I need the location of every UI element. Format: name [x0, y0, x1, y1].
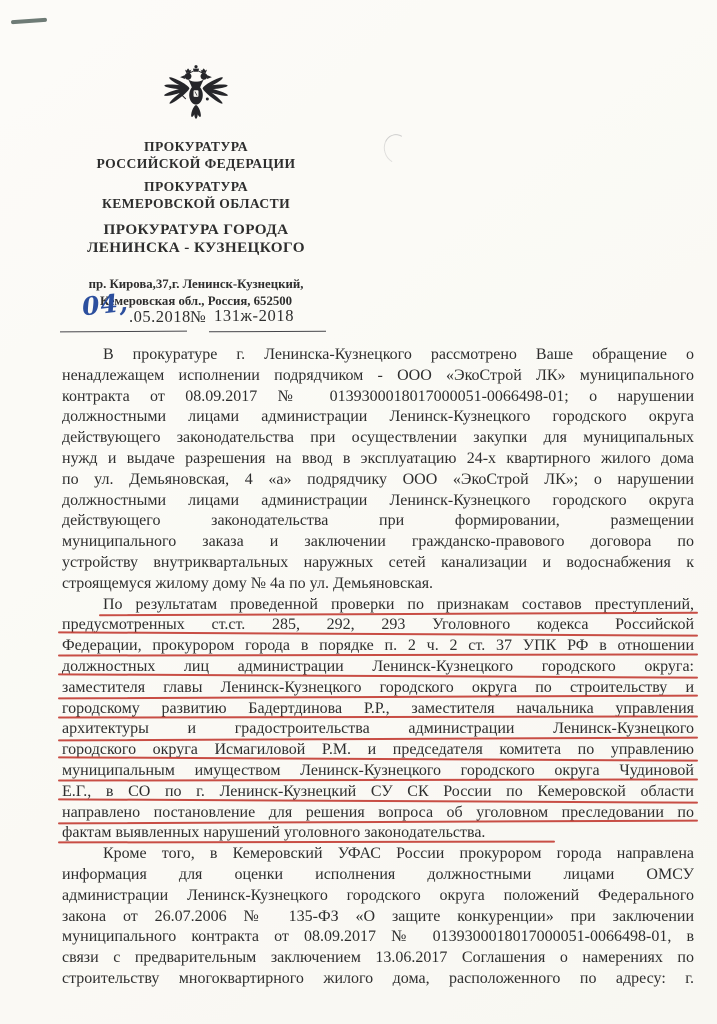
text-line: закона от 26.07.2006 № 135-ФЗ «О защите конкуренции» при заключении	[62, 907, 694, 925]
reference-line	[62, 287, 482, 336]
text-line: действующего законодательства при формировании, размещении	[62, 512, 694, 530]
text-line: информация для оценки исполнения должностными лицами ОМСУ	[62, 865, 694, 883]
text-line: должностными лицами администрации Ленинск-Кузнецкого городского округа	[62, 491, 694, 509]
text-line-red-underlined: фактам выявленных нарушений уголовного законодательства.	[62, 823, 694, 844]
letter-body	[62, 345, 694, 990]
pencil-smudge	[380, 131, 414, 168]
text-line: Кроме того, в Кемеровский УФАС России прокурором города направлена	[103, 845, 694, 863]
text-line-red-underlined: предусмотренных ст.ст. 285, 292, 293 Уголовного кодекса Российской	[62, 615, 694, 636]
text-line: действующего законодательства при осуществлении закупки для муниципальных	[62, 429, 694, 447]
text-line-red-underlined: городского округа Исмагиловой Р.М. и председателя комитета по управлению	[62, 740, 694, 761]
date-underline	[60, 331, 187, 333]
address-line: пр. Кирова,37,г. Ленинск-Кузнецкий,	[88, 277, 304, 291]
org-name-line: КЕМЕРОВСКОЙ ОБЛАСТИ	[101, 195, 291, 211]
paragraph-2-red-underlined	[62, 595, 694, 845]
handwritten-day: 04,	[80, 287, 130, 322]
paragraph-1	[62, 345, 694, 595]
text-line: администрации Ленинск-Кузнецкого городского округа положений Федерального	[62, 886, 694, 904]
text-line: В прокуратуре г. Ленинска-Кузнецкого рассмотрено Ваше обращение о	[103, 346, 694, 363]
address-line: Кемеровская обл., Россия, 652500	[99, 293, 293, 308]
org-name-line: ЛЕНИНСКА - КУЗНЕЦКОГО	[87, 239, 305, 256]
text-line: муниципального заказа и заключении гражданско-правового договора по	[62, 533, 694, 551]
org-name-line: ПРОКУРАТУРА	[144, 139, 248, 154]
org-name-line: РОССИЙСКОЙ ФЕДЕРАЦИИ	[96, 155, 296, 171]
outgoing-number: 131ж-2018	[214, 306, 295, 325]
text-line-red-underlined: городскому развитию Бадертдинова Р.Р., заместителя начальника управления	[62, 699, 694, 720]
text-line: ненадлежащем исполнении подрядчиком - ООО «ЭкоСтрой ЛК» муниципального	[62, 366, 694, 384]
text-line-red-underlined: заместителя главы Ленинск-Кузнецкого городского округа по строительству и	[62, 678, 694, 699]
text-line: устройству внутриквартальных наружных сетей канализации и водоснабжения к	[62, 553, 694, 571]
text-line: контракта от 08.09.2017 № 0139300018017000051-0066498-01; о нарушении	[62, 387, 694, 405]
text-line-red-underlined: архитектуры и градостроительства администрации Ленинск-Кузнецкого	[62, 719, 694, 740]
text-line: нужд и выдаче разрешения на ввод в эксплуатацию 24-х квартирного жилого дома	[62, 449, 694, 467]
text-line: строящемуся жилому дому № 4а по ул. Демьяновская.	[62, 574, 434, 592]
paragraph-3	[62, 844, 694, 990]
org-name-line: ПРОКУРАТУРА	[144, 179, 248, 194]
text-line: строительству многоквартирного жилого дома, расположенного по адресу: г.	[62, 969, 694, 987]
state-emblem-eagle-icon	[162, 58, 230, 132]
letterhead	[38, 58, 354, 309]
text-line-red-underlined: муниципальным имуществом Ленинск-Кузнецкого городского округа Чудиновой	[62, 761, 694, 782]
org-name-line: ПРОКУРАТУРА ГОРОДА	[103, 221, 289, 238]
text-line: связи с предварительным заключением 13.06.2017 Соглашения о намерениях по	[62, 949, 694, 967]
number-underline	[209, 331, 326, 333]
printed-date: .05.2018	[129, 307, 191, 326]
text-line-red-underlined: направлено постановление для решения вопроса об уголовном преследовании по	[62, 803, 694, 824]
staple-mark	[11, 18, 47, 25]
text-line-red-underlined: должностных лиц администрации Ленинск-Кузнецкого городского округа:	[62, 657, 694, 678]
text-line: муниципального контракта от 08.09.2017 № 0139300018017000051-0066498-01, в	[62, 928, 694, 946]
text-line: должностными лицами администрации Ленинск-Кузнецкого городского округа	[62, 408, 694, 426]
text-line-red-underlined: По результатам проведенной проверки по признакам составов преступлений,	[62, 595, 694, 616]
number-sign: №	[190, 307, 206, 326]
text-line-red-underlined: Федерации, прокурором города в порядке п. 2 ч. 2 ст. 37 УПК РФ в отношении	[62, 636, 694, 657]
text-line-red-underlined: Е.Г., в СО по г. Ленинск-Кузнецкий СУ СК России по Кемеровской области	[62, 782, 694, 803]
text-line: по ул. Демьяновская, 4 «а» подрядчику ООО «ЭкоСтрой ЛК»; о нарушении	[62, 470, 694, 488]
